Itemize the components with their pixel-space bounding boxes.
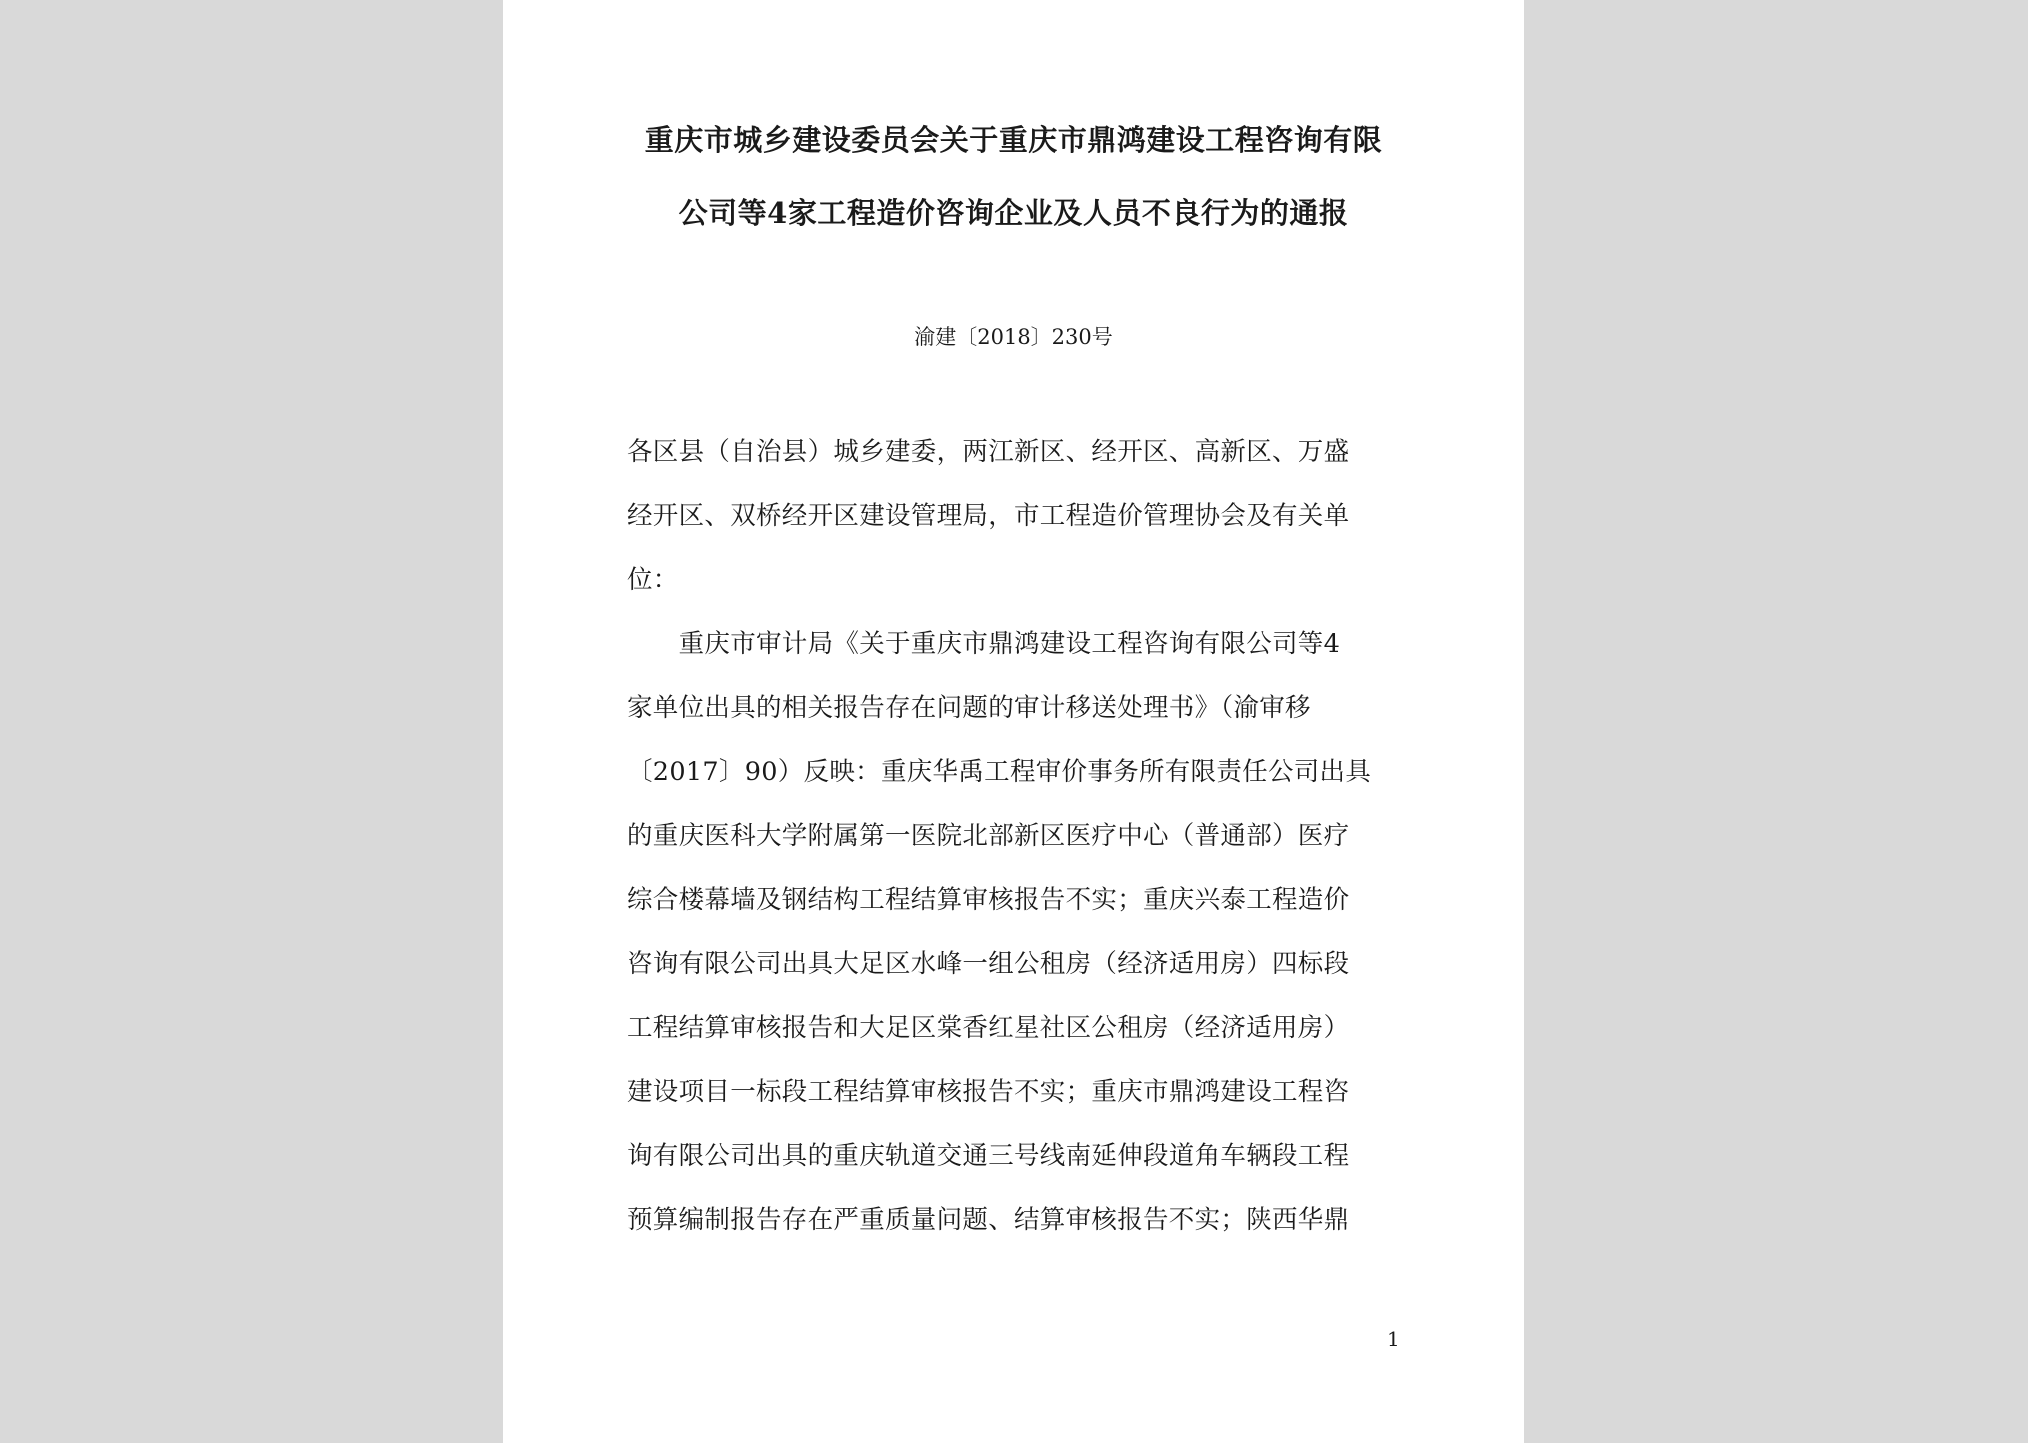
body-line: 综合楼幕墙及钢结构工程结算审核报告不实；重庆兴泰工程造价 <box>627 885 1350 915</box>
recipient-line: 各区县（自治县）城乡建委，两江新区、经开区、高新区、万盛 <box>627 437 1350 467</box>
body-line: 询有限公司出具的重庆轨道交通三号线南延伸段道角车辆段工程 <box>627 1141 1350 1171</box>
page-number: 1 <box>1387 1327 1400 1351</box>
recipient-line: 经开区、双桥经开区建设管理局，市工程造价管理协会及有关单 <box>627 501 1350 531</box>
body-line: 工程结算审核报告和大足区棠香红星社区公租房（经济适用房） <box>627 1013 1350 1043</box>
document-number: 渝建〔2018〕230号 <box>914 325 1113 349</box>
document-title-line-2: 公司等4家工程造价咨询企业及人员不良行为的通报 <box>678 196 1349 230</box>
body-line: 重庆市审计局《关于重庆市鼎鸿建设工程咨询有限公司等4 <box>627 629 1341 659</box>
body-line: 建设项目一标段工程结算审核报告不实；重庆市鼎鸿建设工程咨 <box>627 1077 1350 1107</box>
body-line: 预算编制报告存在严重质量问题、结算审核报告不实；陕西华鼎 <box>627 1205 1350 1235</box>
body-line: 的重庆医科大学附属第一医院北部新区医疗中心（普通部）医疗 <box>627 821 1350 851</box>
document-title-line-1: 重庆市城乡建设委员会关于重庆市鼎鸿建设工程咨询有限 <box>644 123 1383 157</box>
body-line: 家单位出具的相关报告存在问题的审计移送处理书》（渝审移 <box>627 693 1311 723</box>
body-line: 〔2017〕90）反映：重庆华禹工程审价事务所有限责任公司出具 <box>627 757 1372 787</box>
body-line: 咨询有限公司出具大足区水峰一组公租房（经济适用房）四标段 <box>627 949 1350 979</box>
document-page <box>503 0 1524 1443</box>
recipient-line: 位： <box>627 565 679 595</box>
